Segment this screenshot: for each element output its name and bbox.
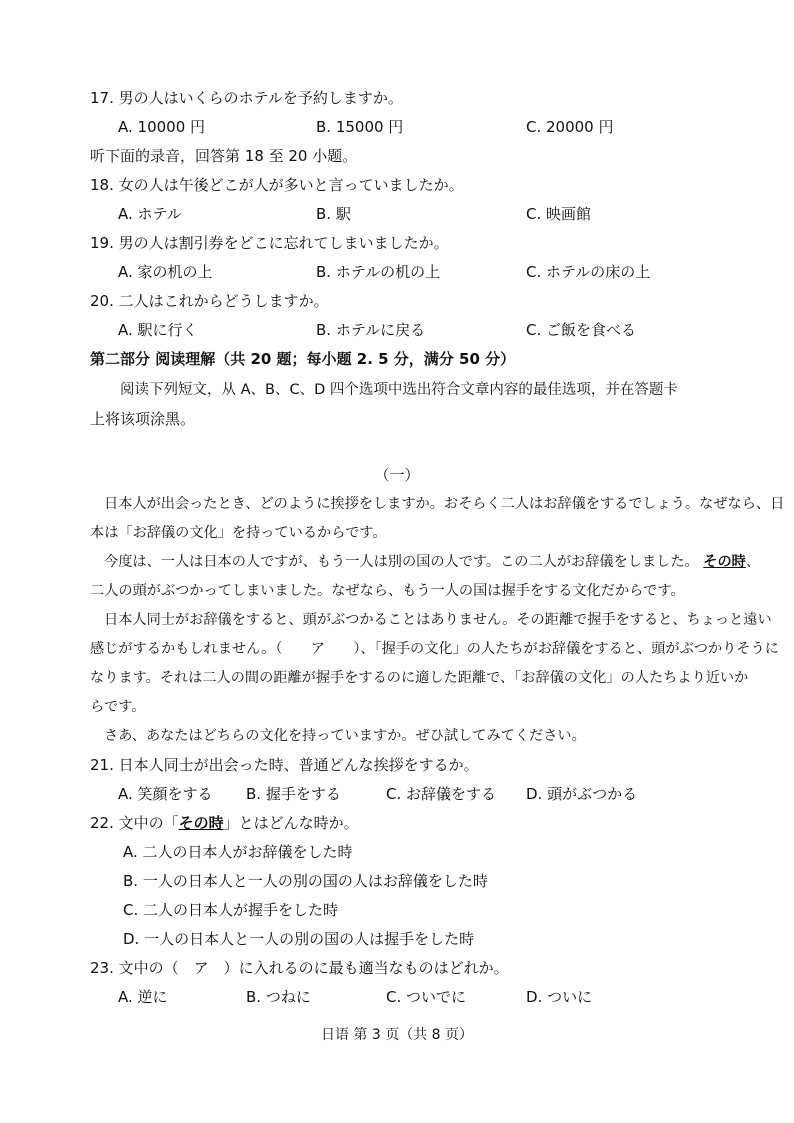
- passage-p1-line2: 本は「お辞儀の文化」を持っているからです。: [90, 525, 387, 541]
- part2-title: 第二部分 阅读理解（共 20 题；每小题 2. 5 分，满分 50 分）: [90, 350, 516, 368]
- q18-stem: 18. 女の人は午後どこが人が多いと言っていましたか。: [90, 176, 464, 194]
- part2-instruction-line2: 上将该项涂黑。: [90, 410, 196, 428]
- passage-p2-line1: [104, 552, 760, 572]
- q19-option-c: C. ホテルの床の上: [526, 263, 651, 281]
- q19-option-a: A. 家の机の上: [118, 263, 213, 281]
- passage-p4: さあ、あなたはどちらの文化を持っていますか。ぜひ試してみてください。: [104, 728, 586, 744]
- passage-p2-line2: 二人の頭がぶつかってしまいました。なぜなら、もう一人の国は握手をする文化だからです。: [90, 583, 685, 599]
- q21-option-c: C. お辞儀をする: [386, 785, 497, 803]
- q21-stem: 21. 日本人同士が出会った時、普通どんな挨拶をするか。: [90, 756, 479, 774]
- passage-p3-line1: 日本人同士がお辞儀をすると、頭がぶつかることはありません。その距離で握手をすると、ちょっと遠い: [104, 612, 772, 628]
- q22-option-d: D. 一人の日本人と一人の別の国の人は握手をした時: [123, 930, 475, 948]
- passage-p2-comma: 、: [745, 554, 761, 570]
- passage-p3-line2: 感じがするかもしれません。（ ア ）、「握手の文化」の人たちがお辞儀をすると、頭がぶつかりそうに: [90, 641, 779, 657]
- part2-instruction-line1: 阅读下列短文，从 A、B、C、D 四个选项中选出符合文章内容的最佳选项，并在答题卡: [120, 382, 678, 398]
- q22-option-a: A. 二人の日本人がお辞儀をした時: [123, 843, 353, 861]
- q21-option-a: A. 笑顔をする: [118, 785, 213, 803]
- q23-option-d: D. ついに: [526, 988, 593, 1006]
- q22-stem: [90, 813, 359, 833]
- q17-option-b: B. 15000 円: [316, 118, 404, 136]
- q20-option-b: B. ホテルに戻る: [316, 321, 426, 339]
- q20-stem: 20. 二人はこれからどうしますか。: [90, 292, 329, 310]
- page-footer: 日语 第 3 页（共 8 页）: [320, 1027, 474, 1043]
- passage-p3-line3: なります。それは二人の間の距離が握手をするのに適した距離で、「お辞儀の文化」の人たちより近いか: [90, 670, 749, 686]
- q18-option-c: C. 映画館: [526, 205, 592, 223]
- q17-option-a: A. 10000 円: [118, 118, 206, 136]
- q18-option-b: B. 駅: [316, 205, 351, 223]
- q21-option-d: D. 頭がぶつかる: [526, 785, 638, 803]
- q17-option-c: C. 20000 円: [526, 118, 614, 136]
- q23-option-c: C. ついでに: [386, 988, 467, 1006]
- q20-option-c: C. ご飯を食べる: [526, 321, 637, 339]
- passage-p2-text: 今度は、一人は日本の人ですが、もう一人は別の国の人です。この二人がお辞儀をしました。: [104, 554, 699, 570]
- passage-p1-line1: 日本人が出会ったとき、どのように挨拶をしますか。おそらく二人はお辞儀をするでしょう。なぜなら、日: [104, 496, 785, 512]
- q23-stem: 23. 文中の（ ア ）に入れるのに最も適当なものはどれか。: [90, 959, 509, 977]
- sono-toki-underlined: その時: [703, 554, 746, 570]
- q22-stem-prefix: 22. 文中の「: [90, 814, 179, 832]
- q21-option-b: B. 握手をする: [246, 785, 341, 803]
- q20-option-a: A. 駅に行く: [118, 321, 198, 339]
- q22-option-c: C. 二人の日本人が握手をした時: [123, 901, 339, 919]
- q22-option-b: B. 一人の日本人と一人の別の国の人はお辞儀をした時: [123, 872, 488, 890]
- q23-option-b: B. つねに: [246, 988, 311, 1006]
- q17-stem: 17. 男の人はいくらのホテルを予約しますか。: [90, 89, 403, 107]
- q22-stem-suffix: 」とはどんな時か。: [223, 814, 359, 832]
- passage-p3-line4: らです。: [90, 699, 146, 715]
- q18-option-a: A. ホテル: [118, 205, 182, 223]
- q19-stem: 19. 男の人は割引券をどこに忘れてしまいましたか。: [90, 234, 449, 252]
- q19-option-b: B. ホテルの机の上: [316, 263, 441, 281]
- q22-sono-toki-underlined: その時: [178, 814, 224, 832]
- passage-number: （一）: [374, 466, 420, 484]
- listening-instruction: 听下面的录音，回答第 18 至 20 小题。: [90, 147, 358, 165]
- q23-option-a: A. 逆に: [118, 988, 168, 1006]
